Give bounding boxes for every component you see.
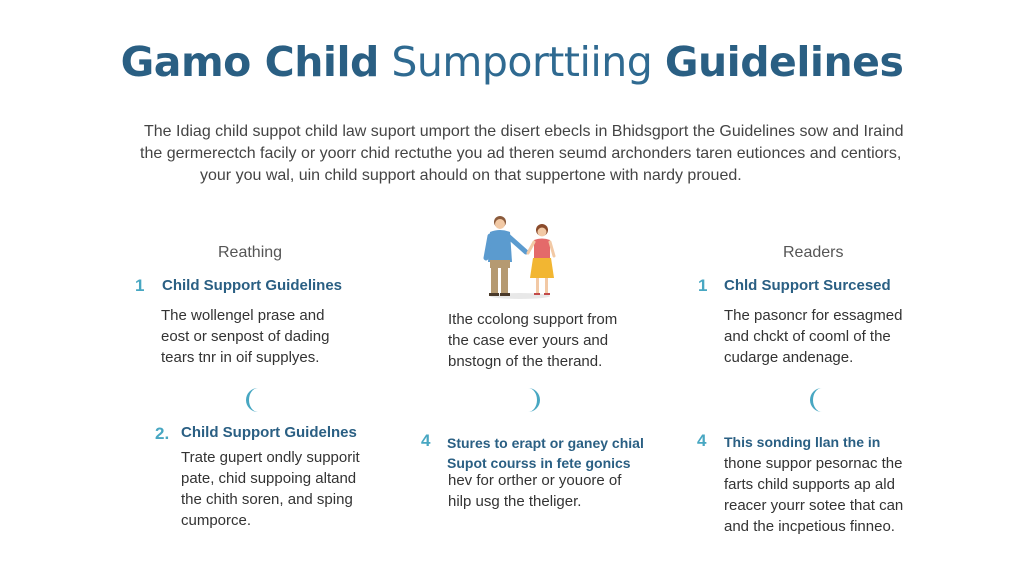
page-title — [0, 38, 1024, 86]
left-step-2-body — [181, 447, 360, 531]
intro-line-3: your you wal, uin child support ahould on that suppertone with nardy proued. — [200, 167, 742, 184]
right-step-1-body-line: and chckt of cooml of the — [724, 328, 891, 345]
right-column-header: Readers — [783, 244, 844, 261]
crescent-icon-left — [242, 385, 266, 415]
right-step-4-title: This sonding llan the in — [724, 434, 881, 450]
left-step-2-title: Child Support Guidelnes — [181, 424, 357, 441]
couple-holding-hands-illustration — [470, 210, 570, 305]
right-step-1-title: Chld Support Surcesed — [724, 277, 891, 294]
middle-step-4-title-line-1: Stures to erapt or ganey chial — [447, 435, 644, 451]
middle-step-4-body-line: hev for orther or youore of — [448, 472, 622, 489]
right-step-4-body-line: and the incpetious finneo. — [724, 518, 895, 535]
middle-body-top — [448, 309, 617, 372]
middle-body-top-line: the case ever yours and — [448, 332, 609, 349]
left-step-2-body-line: cumporce. — [181, 512, 252, 529]
right-step-1-body-line: The pasoncr for essagmed — [724, 307, 903, 324]
middle-step-4-body — [448, 470, 621, 512]
left-step-2-number: 2. — [155, 424, 170, 443]
middle-step-4-number: 4 — [421, 431, 431, 450]
middle-body-top-line: bnstogn of the therand. — [448, 353, 603, 370]
right-step-4-body-line: thone suppor pesornac the — [724, 455, 903, 472]
left-step-2-body-line: Trate gupert ondly supporit — [181, 449, 360, 466]
title-part-3: Guidelines — [664, 38, 904, 86]
right-step-4-number: 4 — [697, 431, 707, 450]
intro-line-2: the germerectch facily or yoorr chid rectuthe you ad theren seumd archonders taren eutionces and centiors, — [140, 145, 902, 162]
title-part-2: Sumporttiing — [391, 38, 653, 86]
intro-line-1: The Idiag child suppot child law suport umport the disert ebecls in Bhidsgport the Guidelines sow and Iraind — [144, 123, 904, 140]
crescent-icon-right — [806, 385, 830, 415]
right-step-1-body — [724, 305, 902, 368]
left-column-header: Reathing — [218, 244, 283, 261]
right-step-1-body-line: cudarge andenage. — [724, 349, 854, 366]
left-step-1-title: Child Support Guidelines — [162, 277, 342, 294]
right-step-4-body — [724, 453, 903, 537]
left-step-1-body-line: eost or senpost of dading — [161, 328, 330, 345]
middle-step-4-body-line: hilp usg the theliger. — [448, 493, 582, 510]
left-step-1-body — [161, 305, 329, 368]
middle-body-top-line: Ithe ccolong support from — [448, 311, 618, 328]
left-step-1-body-line: The wollengel prase and — [161, 307, 325, 324]
left-step-2-body-line: the chith soren, and sping — [181, 491, 353, 508]
right-step-4-body-line: farts child supports ap ald — [724, 476, 895, 493]
left-step-1-number: 1 — [135, 276, 145, 295]
crescent-icon-middle — [520, 385, 544, 415]
title-part-1: Gamo Child — [120, 38, 379, 86]
left-step-2-body-line: pate, chid suppoing altand — [181, 470, 357, 487]
right-step-1-number: 1 — [698, 276, 708, 295]
left-step-1-body-line: tears tnr in oif supplyes. — [161, 349, 320, 366]
intro-paragraph — [120, 121, 910, 187]
right-step-4-body-line: reacer yourr sotee that can — [724, 497, 904, 514]
middle-step-4-title-line-2: Supot courss in fete gonics — [447, 455, 631, 471]
